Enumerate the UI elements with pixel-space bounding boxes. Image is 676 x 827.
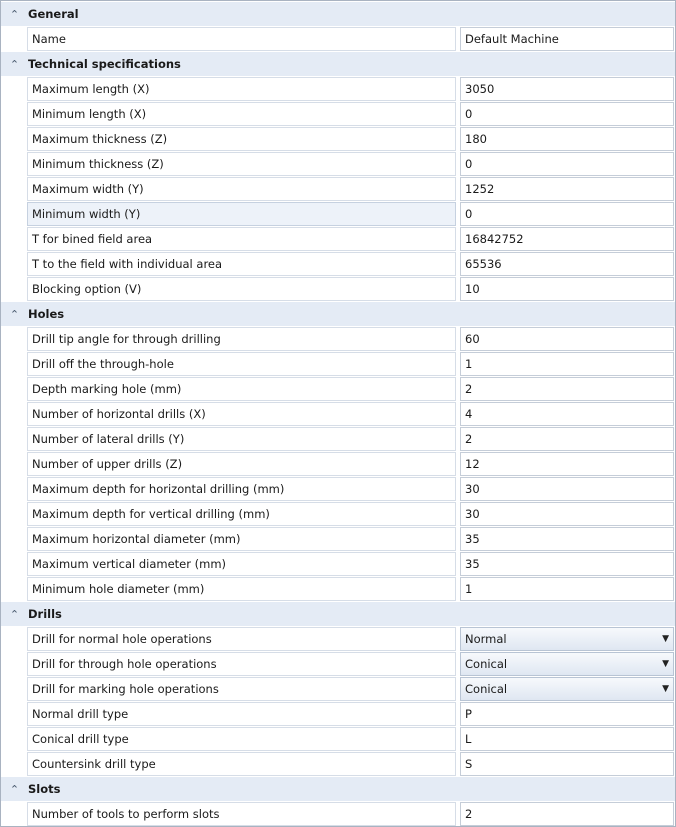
property-row [1,402,675,426]
slot-tools-input[interactable]: 2 [460,802,674,826]
countersink-drill-type-input[interactable]: S [460,752,674,776]
section-title: Holes [28,307,65,321]
property-row [1,652,675,676]
property-row [1,702,675,726]
property-row [1,77,675,101]
property-label: Drill for through hole operations [27,652,456,676]
horizontal-drills-input[interactable]: 4 [460,402,674,426]
select-value: Conical [465,657,508,671]
property-row [1,577,675,601]
property-label: Drill for marking hole operations [27,677,456,701]
property-row [1,727,675,751]
property-row [1,327,675,351]
section-holes-header[interactable] [1,302,675,326]
property-row [1,427,675,451]
property-row [1,177,675,201]
property-row [1,127,675,151]
property-label: Drill off the through-hole [27,352,456,376]
max-vertical-diameter-input[interactable]: 35 [460,552,674,576]
property-row [1,552,675,576]
property-row [1,802,675,826]
minimum-width-input[interactable]: 0 [460,202,674,226]
section-general-header[interactable] [1,2,675,26]
property-label: Maximum vertical diameter (mm) [27,552,456,576]
property-row [1,227,675,251]
section-drills-header[interactable] [1,602,675,626]
minimum-length-input[interactable]: 0 [460,102,674,126]
property-row [1,352,675,376]
property-row [1,152,675,176]
conical-drill-type-input[interactable]: L [460,727,674,751]
marking-hole-drill-select[interactable] [460,677,674,701]
upper-drills-input[interactable]: 12 [460,452,674,476]
max-depth-horizontal-input[interactable]: 30 [460,477,674,501]
maximum-thickness-input[interactable]: 180 [460,127,674,151]
property-row [1,477,675,501]
property-row [1,102,675,126]
property-label: T for bined field area [27,227,456,251]
min-hole-diameter-input[interactable]: 1 [460,577,674,601]
minimum-thickness-input[interactable]: 0 [460,152,674,176]
collapse-chevron-icon[interactable]: ⌃ [9,607,20,621]
property-label: Minimum hole diameter (mm) [27,577,456,601]
property-label: Normal drill type [27,702,456,726]
section-title: Technical specifications [28,57,181,71]
property-label: Number of lateral drills (Y) [27,427,456,451]
select-value: Conical [465,682,508,696]
max-horizontal-diameter-input[interactable]: 35 [460,527,674,551]
bined-field-area-input[interactable]: 16842752 [460,227,674,251]
collapse-chevron-icon[interactable]: ⌃ [9,57,20,71]
dropdown-arrow-icon[interactable]: ▼ [662,684,669,694]
property-label: Name [27,27,456,51]
property-label: Countersink drill type [27,752,456,776]
property-row [1,502,675,526]
property-row [1,527,675,551]
collapse-chevron-icon[interactable]: ⌃ [9,307,20,321]
property-label: Maximum depth for vertical drilling (mm) [27,502,456,526]
property-label: Minimum length (X) [27,102,456,126]
property-label: Conical drill type [27,727,456,751]
normal-drill-type-input[interactable]: P [460,702,674,726]
max-depth-vertical-input[interactable]: 30 [460,502,674,526]
property-row [1,277,675,301]
property-label: Maximum thickness (Z) [27,127,456,151]
property-label: Blocking option (V) [27,277,456,301]
property-row [1,252,675,276]
maximum-length-input[interactable]: 3050 [460,77,674,101]
property-label: Minimum thickness (Z) [27,152,456,176]
property-label: Number of horizontal drills (X) [27,402,456,426]
lateral-drills-input[interactable]: 2 [460,427,674,451]
property-row [1,677,675,701]
blocking-option-input[interactable]: 10 [460,277,674,301]
property-label: Maximum length (X) [27,77,456,101]
property-row [1,452,675,476]
section-title: Slots [28,782,61,796]
section-title: Drills [28,607,62,621]
normal-hole-drill-select[interactable] [460,627,674,651]
property-label: Drill for normal hole operations [27,627,456,651]
property-label: Maximum horizontal diameter (mm) [27,527,456,551]
individual-area-input[interactable]: 65536 [460,252,674,276]
property-row [1,202,675,226]
property-row [1,752,675,776]
property-label: Minimum width (Y) [27,202,456,226]
property-label: Maximum width (Y) [27,177,456,201]
property-label: Number of upper drills (Z) [27,452,456,476]
property-label: Drill tip angle for through drilling [27,327,456,351]
section-title: General [28,7,79,21]
property-row [1,377,675,401]
property-label: Maximum depth for horizontal drilling (mm) [27,477,456,501]
section-slots-header[interactable] [1,777,675,801]
maximum-width-input[interactable]: 1252 [460,177,674,201]
select-value: Normal [465,632,507,646]
drill-off-through-hole-input[interactable]: 1 [460,352,674,376]
dropdown-arrow-icon[interactable]: ▼ [662,634,669,644]
depth-marking-hole-input[interactable]: 2 [460,377,674,401]
property-label: T to the field with individual area [27,252,456,276]
section-technical-specifications-header[interactable] [1,52,675,76]
property-row [1,627,675,651]
property-row-name [1,27,675,51]
collapse-chevron-icon[interactable]: ⌃ [9,7,20,21]
dropdown-arrow-icon[interactable]: ▼ [662,659,669,669]
collapse-chevron-icon[interactable]: ⌃ [9,782,20,796]
property-label: Depth marking hole (mm) [27,377,456,401]
drill-tip-angle-input[interactable]: 60 [460,327,674,351]
through-hole-drill-select[interactable] [460,652,674,676]
property-label: Number of tools to perform slots [27,802,456,826]
name-input[interactable]: Default Machine [460,27,674,51]
